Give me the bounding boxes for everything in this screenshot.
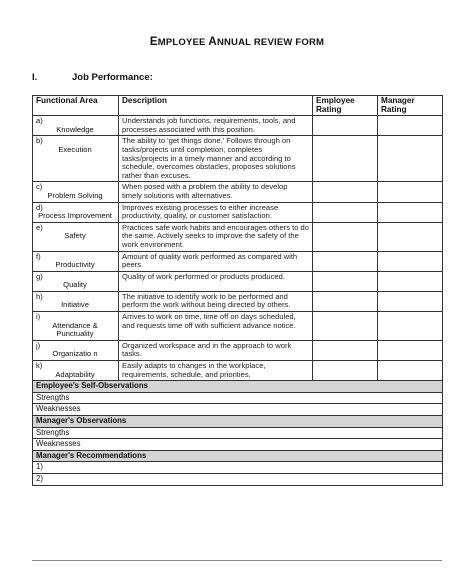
header-functional-area: Functional Area	[33, 96, 119, 116]
performance-rows	[33, 116, 443, 381]
table-row	[33, 291, 443, 311]
table-row	[33, 271, 443, 291]
manager-rating-cell[interactable]	[378, 136, 443, 182]
row-index: h)	[36, 291, 43, 301]
manager-weaknesses-field[interactable]: Weaknesses	[33, 439, 443, 451]
description-cell: Practices safe work habits and encourages others to do the same. Actively seeks to improve the safety of the work environment.	[119, 222, 313, 251]
self-strengths-row[interactable]	[33, 392, 443, 404]
functional-area-cell	[33, 361, 119, 381]
functional-area-label: Knowledge	[56, 124, 94, 134]
row-index: c)	[36, 182, 43, 192]
row-index: k)	[36, 361, 43, 371]
description-cell: Improves existing processes to either increase productivity, quality, or customer satisfaction.	[119, 202, 313, 222]
title-initial-2: A	[208, 36, 217, 48]
recommendations-heading-row	[33, 450, 443, 462]
functional-area-cell	[33, 116, 119, 136]
title-rest-2: NNUAL REVIEW FORM	[216, 37, 325, 48]
self-observations-heading-row	[33, 381, 443, 393]
description-cell: When posed with a problem the ability to develop timely solutions with alternatives.	[119, 182, 313, 202]
header-employee-rating: Employee Rating	[313, 96, 378, 116]
row-index: b)	[36, 136, 43, 146]
functional-area-cell	[33, 291, 119, 311]
table-row	[33, 312, 443, 341]
functional-area-label: Quality	[63, 280, 87, 290]
functional-area-label: Productivity	[55, 260, 95, 270]
table-row	[33, 182, 443, 202]
table-row	[33, 222, 443, 251]
manager-rating-cell[interactable]	[378, 251, 443, 271]
functional-area-cell	[33, 222, 119, 251]
table-row	[33, 340, 443, 360]
description-cell: The ability to 'get things done.' Follows through on tasks/projects until completion, completes tasks/projects in a timely manner and according to schedule, overcomes obstacles, proposes solutions rather than excuses.	[119, 136, 313, 182]
table-row	[33, 202, 443, 222]
manager-strengths-row[interactable]	[33, 427, 443, 439]
table-row	[33, 251, 443, 271]
manager-rating-cell[interactable]	[378, 312, 443, 341]
employee-rating-cell[interactable]	[313, 222, 378, 251]
manager-strengths-field[interactable]: Strengths	[33, 427, 443, 439]
description-cell: Organized workspace and in the approach to work tasks.	[119, 340, 313, 360]
manager-rating-cell[interactable]	[378, 291, 443, 311]
form-title	[0, 36, 474, 48]
functional-area-cell	[33, 312, 119, 341]
section-heading	[32, 72, 153, 83]
functional-area-label: Execution	[58, 144, 92, 154]
employee-rating-cell[interactable]	[313, 182, 378, 202]
employee-rating-cell[interactable]	[313, 361, 378, 381]
functional-area-label: Problem Solving	[47, 190, 103, 200]
job-performance-table	[32, 95, 443, 486]
manager-rating-cell[interactable]	[378, 340, 443, 360]
functional-area-cell	[33, 271, 119, 291]
functional-area-label: Process Improvement	[38, 211, 112, 221]
section-number: I.	[32, 72, 38, 83]
row-index: e)	[36, 222, 43, 232]
employee-rating-cell[interactable]	[313, 271, 378, 291]
recommendation-row-1[interactable]	[33, 462, 443, 474]
header-description: Description	[119, 96, 313, 116]
employee-rating-cell[interactable]	[313, 312, 378, 341]
recommendations-heading: Manager's Recommendations	[33, 450, 443, 462]
employee-rating-cell[interactable]	[313, 202, 378, 222]
functional-area-cell	[33, 182, 119, 202]
recommendation-field-1[interactable]: 1)	[33, 462, 443, 474]
employee-rating-cell[interactable]	[313, 251, 378, 271]
employee-rating-cell[interactable]	[313, 136, 378, 182]
functional-area-cell	[33, 340, 119, 360]
description-cell: The initiative to identify work to be performed and perform the work without being directed by others.	[119, 291, 313, 311]
title-rest-1: MPLOYEE	[157, 37, 209, 48]
description-cell: Understands job functions, requirements, tools, and processes associated with this position.	[119, 116, 313, 136]
header-manager-rating: Manager Rating	[378, 96, 443, 116]
functional-area-label: Organizatio n	[52, 349, 98, 359]
footer-divider	[32, 560, 442, 561]
row-index: d)	[36, 202, 43, 212]
section-label: Job Performance:	[72, 72, 153, 83]
manager-rating-cell[interactable]	[378, 222, 443, 251]
row-index: i)	[36, 312, 41, 322]
manager-rating-cell[interactable]	[378, 182, 443, 202]
manager-rating-cell[interactable]	[378, 116, 443, 136]
manager-rating-cell[interactable]	[378, 271, 443, 291]
description-cell: Amount of quality work performed as compared with peers.	[119, 251, 313, 271]
functional-area-cell	[33, 251, 119, 271]
description-cell: Quality of work performed or products produced.	[119, 271, 313, 291]
employee-rating-cell[interactable]	[313, 291, 378, 311]
recommendation-field-2[interactable]: 2)	[33, 473, 443, 485]
manager-rating-cell[interactable]	[378, 361, 443, 381]
self-weaknesses-row[interactable]	[33, 404, 443, 416]
manager-weaknesses-row[interactable]	[33, 439, 443, 451]
row-index: f)	[36, 251, 41, 261]
self-strengths-field[interactable]: Strengths	[33, 392, 443, 404]
functional-area-label: Adaptability	[55, 369, 95, 379]
table-row	[33, 136, 443, 182]
recommendation-row-2[interactable]	[33, 473, 443, 485]
row-index: j)	[36, 340, 41, 350]
description-cell: Arrives to work on time, time off on days scheduled, and requests time off with sufficient advance notice.	[119, 312, 313, 341]
table-row	[33, 116, 443, 136]
functional-area-label: Attendance & Punctuality	[52, 320, 98, 339]
row-index: a)	[36, 116, 43, 126]
functional-area-cell	[33, 202, 119, 222]
employee-rating-cell[interactable]	[313, 340, 378, 360]
description-cell: Easily adapts to changes in the workplace, requirements, schedule, and priorities.	[119, 361, 313, 381]
table-row	[33, 361, 443, 381]
manager-observations-heading-row	[33, 416, 443, 428]
functional-area-cell	[33, 136, 119, 182]
functional-area-label: Safety	[64, 231, 86, 241]
row-index: g)	[36, 271, 43, 281]
self-weaknesses-field[interactable]: Weaknesses	[33, 404, 443, 416]
title-initial-1: E	[149, 36, 158, 48]
manager-rating-cell[interactable]	[378, 202, 443, 222]
table-header-row	[33, 96, 443, 116]
self-observations-heading: Employee's Self-Observations	[33, 381, 443, 393]
employee-rating-cell[interactable]	[313, 116, 378, 136]
functional-area-label: Initiative	[61, 300, 89, 310]
manager-observations-heading: Manager's Observations	[33, 416, 443, 428]
